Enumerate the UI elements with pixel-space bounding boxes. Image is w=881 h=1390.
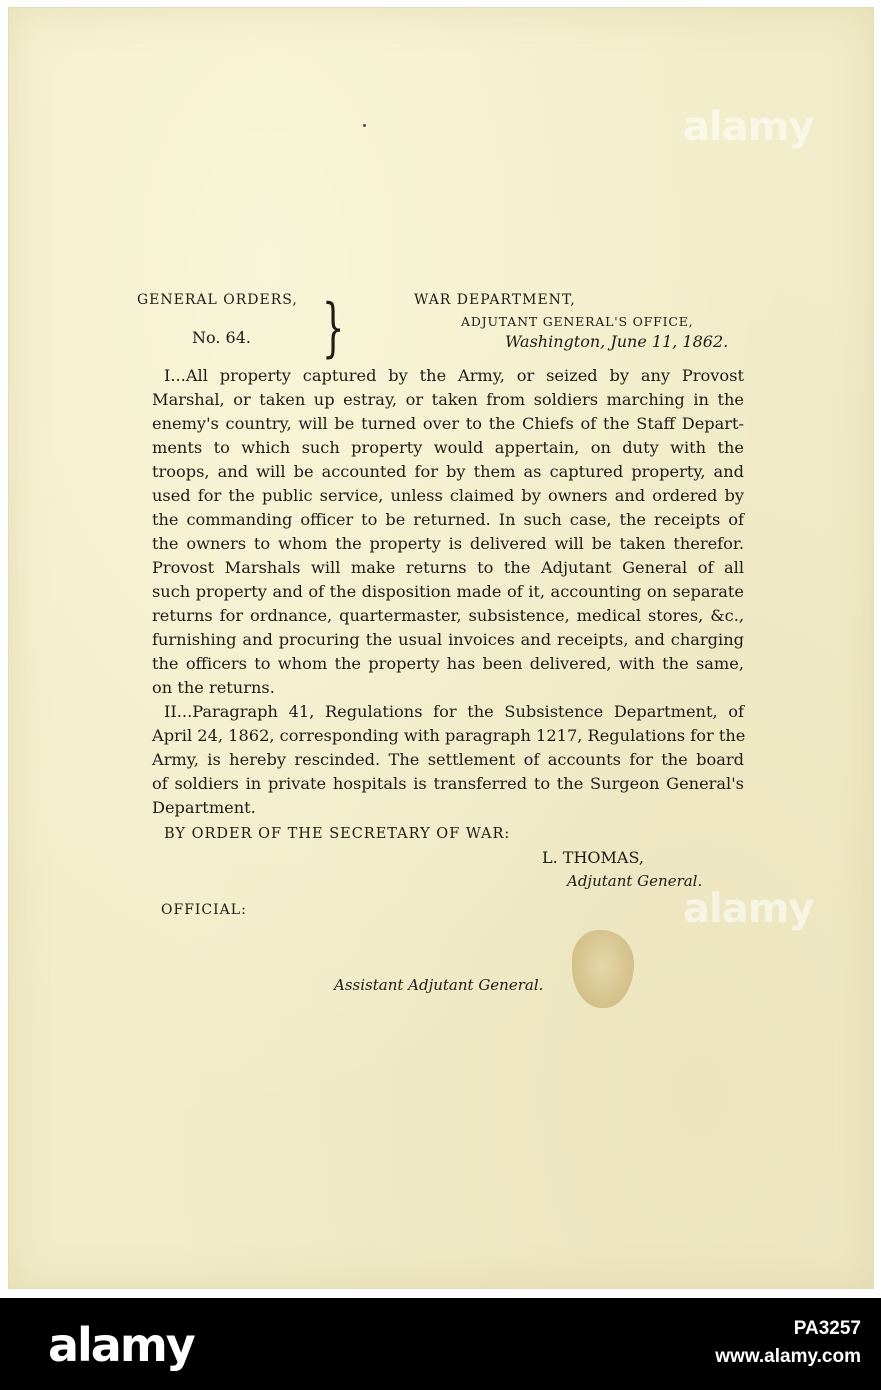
image-id: PA3257 [793, 1318, 861, 1339]
body-line: used for the public service, unless claimed by owners and ordered by [152, 486, 744, 505]
place-date: Washington, June 11, 1862. [505, 332, 729, 351]
body-line: the officers to whom the property has been delivered, with the same, [152, 654, 744, 673]
body-line: Army, is hereby rescinded. The settlement of accounts for the board [152, 750, 744, 769]
body-line: troops, and will be accounted for by them as captured property, and [152, 462, 744, 481]
body-line: such property and of the disposition made of it, accounting on separate [152, 582, 744, 601]
body-line: April 24, 1862, corresponding with paragraph 1217, Regulations for the [152, 726, 746, 745]
water-stain [572, 930, 634, 1008]
body-line: I...All property captured by the Army, or seized by any Provost [164, 366, 744, 385]
signer-name: L. THOMAS, [542, 848, 644, 867]
body-line: returns for ordnance, quartermaster, subsistence, medical stores, &c., [152, 606, 744, 625]
site-url: www.alamy.com [715, 1346, 861, 1367]
body-line: Provost Marshals will make returns to the Adjutant General of all [152, 558, 744, 577]
body-line: the owners to whom the property is delivered will be taken therefor. [152, 534, 744, 553]
body-line: II...Paragraph 41, Regulations for the Subsistence Department, of [164, 702, 744, 721]
order-number: No. 64. [192, 328, 251, 347]
adjutant-office-heading: ADJUTANT GENERAL'S OFFICE, [461, 314, 694, 329]
body-line: enemy's country, will be turned over to the Chiefs of the Staff Depart- [152, 414, 744, 433]
watermark-middle-right: alamy [683, 886, 814, 932]
war-department-heading: WAR DEPARTMENT, [414, 292, 576, 308]
body-line: furnishing and procuring the usual invoices and receipts, and charging [152, 630, 744, 649]
body-line: Department. [152, 798, 256, 817]
body-line: ments to which such property would appertain, on duty with the [152, 438, 744, 457]
watermark-top-right: alamy [683, 104, 814, 150]
body-line: on the returns. [152, 678, 275, 697]
document-page [9, 8, 873, 1288]
assistant-adjutant-line: Assistant Adjutant General. [334, 976, 544, 994]
signer-title: Adjutant General. [567, 872, 703, 890]
by-order-line: BY ORDER OF THE SECRETARY OF WAR: [164, 826, 511, 842]
body-line: of soldiers in private hospitals is transferred to the Surgeon General's [152, 774, 744, 793]
ink-dot [363, 124, 366, 127]
official-label: OFFICIAL: [161, 902, 247, 918]
body-line: Marshal, or taken up estray, or taken from soldiers marching in the [152, 390, 744, 409]
brace-symbol: } [322, 291, 345, 365]
body-line: the commanding officer to be returned. In such case, the receipts of [152, 510, 744, 529]
general-orders-title: GENERAL ORDERS, [137, 292, 298, 308]
stock-footer-bar [0, 1298, 881, 1390]
alamy-logo: alamy [48, 1318, 194, 1372]
